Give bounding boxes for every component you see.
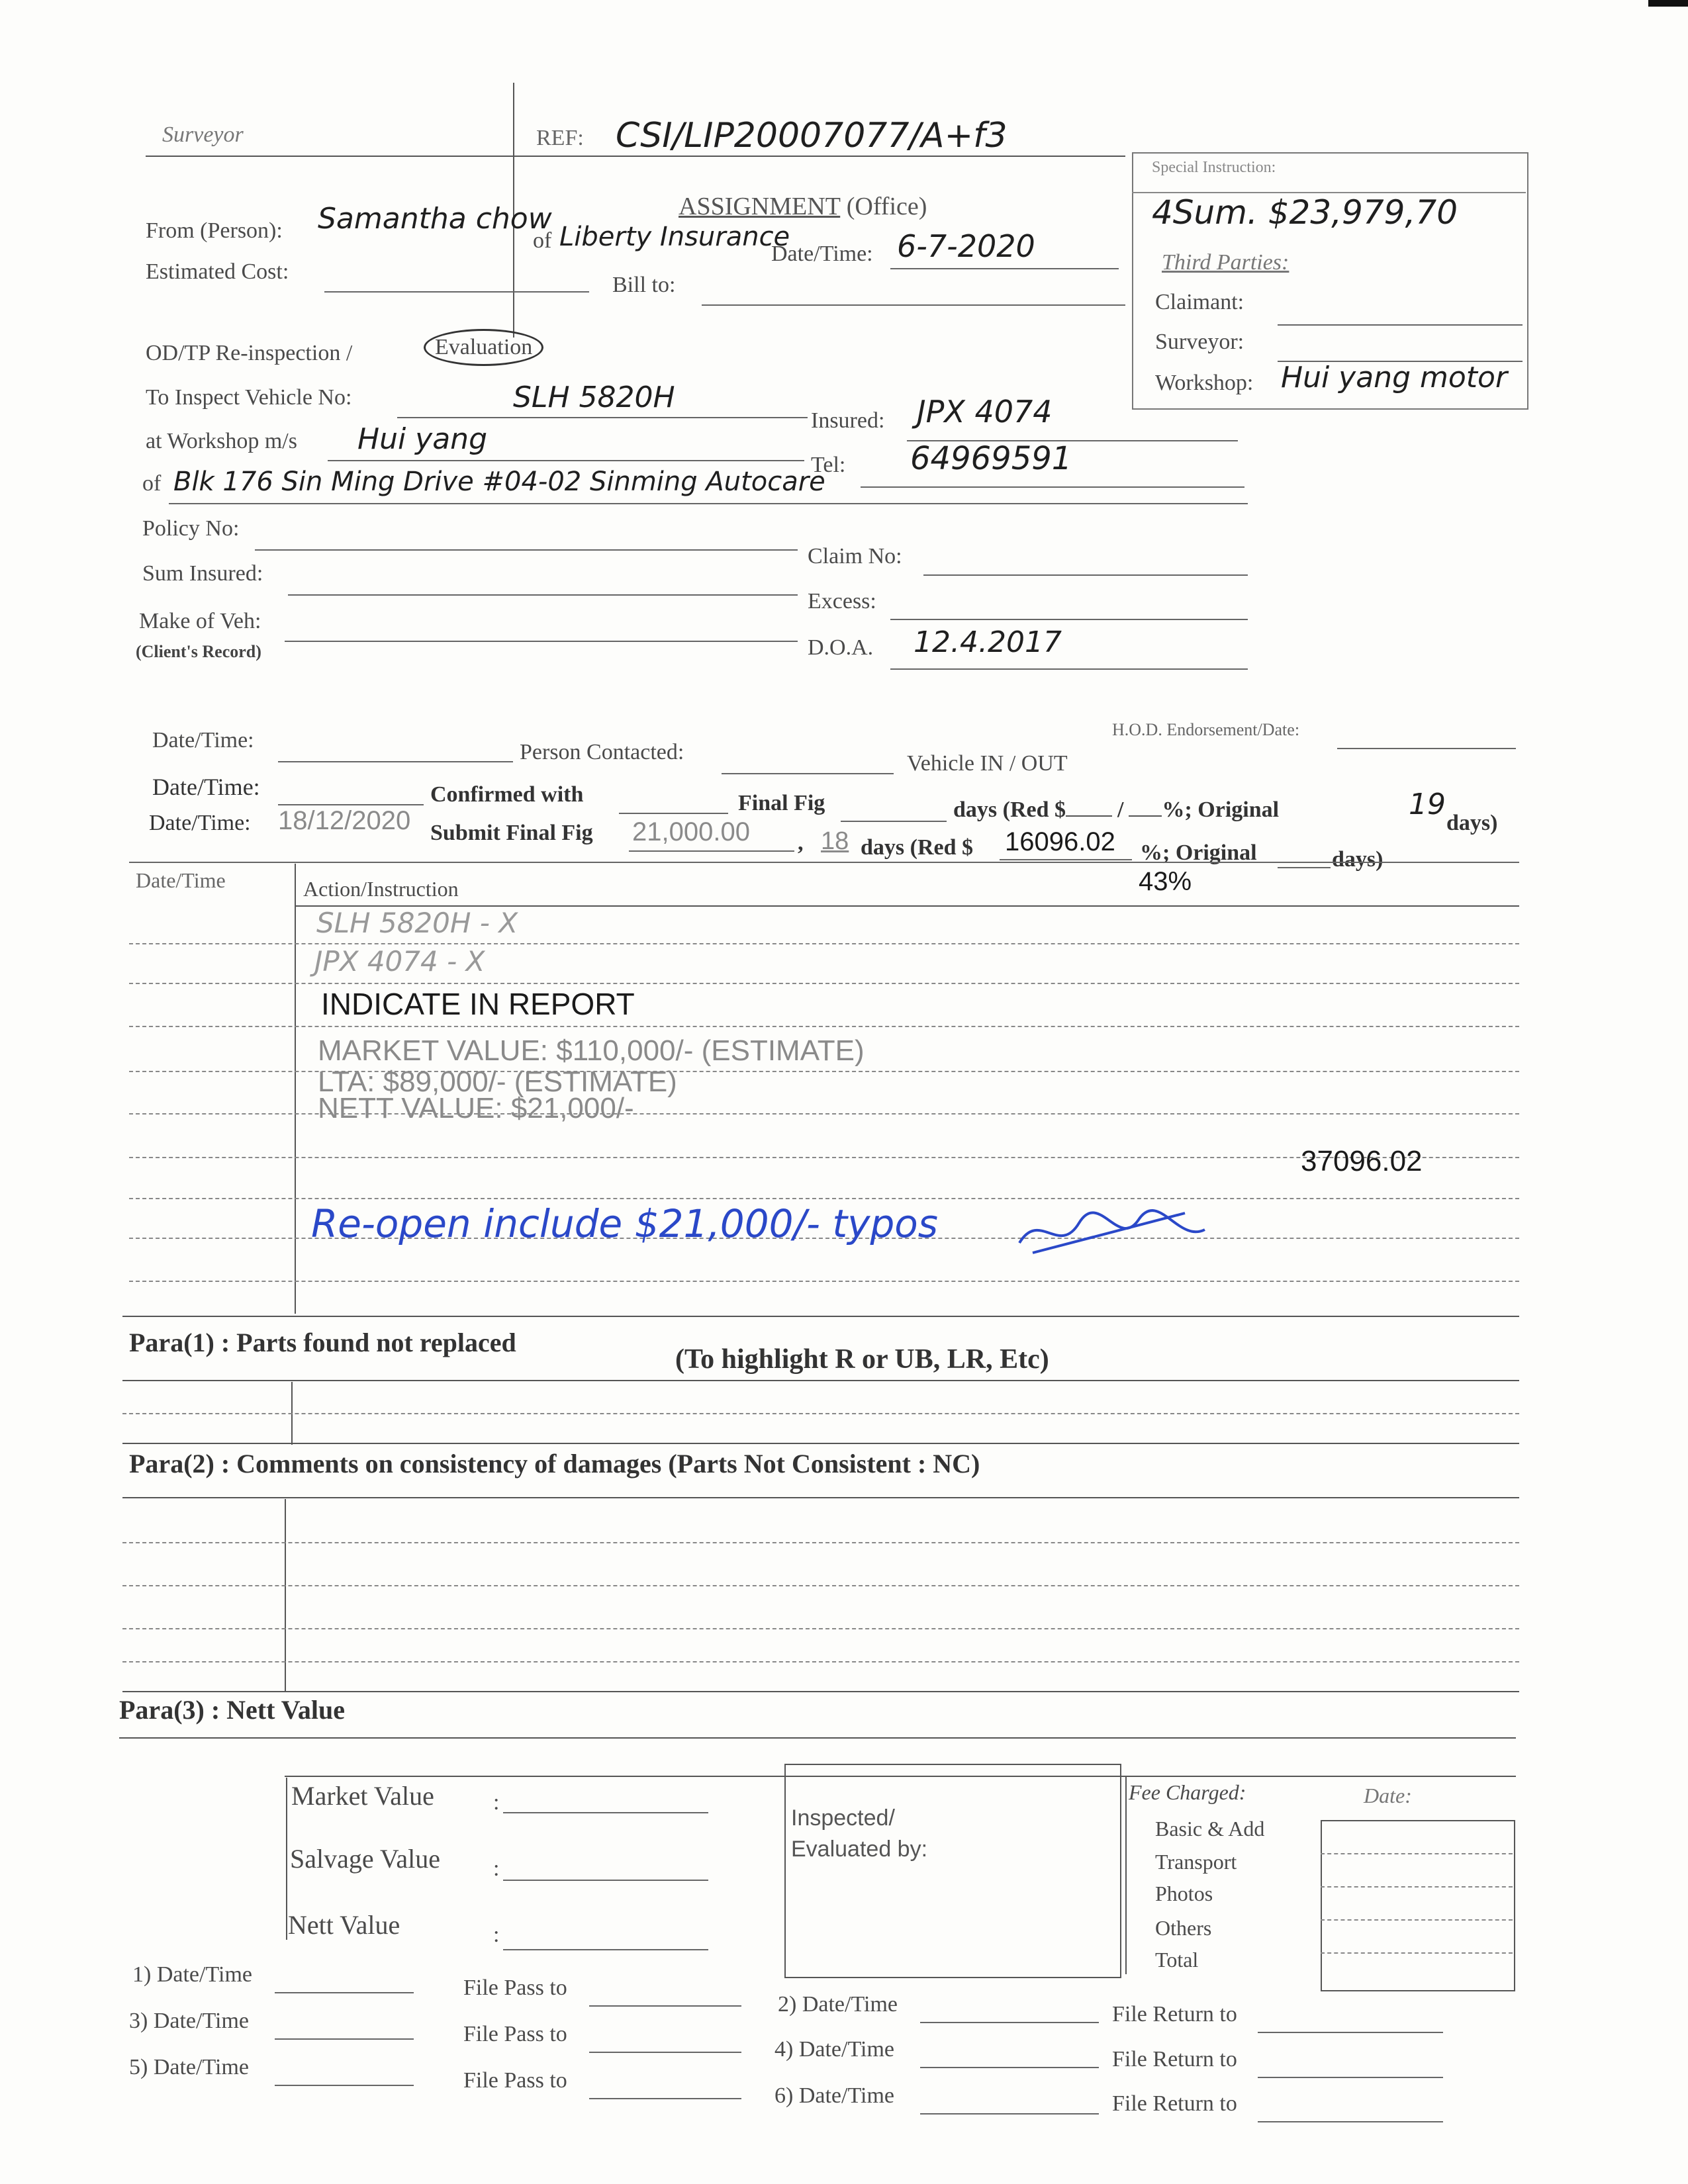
excess-line bbox=[890, 619, 1248, 620]
tp-workshop-label: Workshop: bbox=[1155, 371, 1254, 395]
confirmed-with-label: Confirmed with bbox=[430, 782, 584, 807]
claimant-line bbox=[1278, 324, 1523, 326]
special-instruction-label: Special Instruction: bbox=[1152, 159, 1276, 176]
doa-label: D.O.A. bbox=[808, 635, 874, 660]
policy-no-label: Policy No: bbox=[142, 516, 240, 541]
estimated-cost-label: Estimated Cost: bbox=[146, 259, 289, 284]
tel-value: 64969591 bbox=[910, 440, 1072, 477]
footer-file-pass-3-line bbox=[589, 2052, 741, 2053]
submit-comma: , bbox=[798, 831, 804, 855]
footer-datetime-6-line bbox=[920, 2113, 1099, 2115]
header-rule bbox=[146, 156, 1125, 157]
market-value-line bbox=[503, 1812, 708, 1813]
footer-datetime-1-line bbox=[275, 1992, 414, 1993]
insured-label: Insured: bbox=[811, 408, 885, 433]
fee-row-line bbox=[1321, 1919, 1513, 1921]
reopen-note: Re-open include $21,000/- typos bbox=[311, 1201, 939, 1246]
client-record-note: (Client's Record) bbox=[136, 642, 261, 661]
footer-file-pass-1: File Pass to bbox=[463, 1976, 567, 2000]
indicate-in-report: INDICATE IN REPORT bbox=[321, 987, 635, 1021]
assignment-title-text: ASSIGNMENT bbox=[679, 193, 841, 220]
nett-value-colon: : bbox=[493, 1923, 500, 1947]
third-parties-label: Third Parties: bbox=[1162, 250, 1289, 275]
para2-row-line bbox=[122, 1542, 1519, 1543]
from-person-value: Samantha chow bbox=[318, 202, 552, 236]
percentage-value: 43% bbox=[1139, 867, 1192, 896]
original-days-suffix: days) bbox=[1446, 811, 1498, 835]
from-person-label: From (Person): bbox=[146, 218, 283, 243]
inspect-vehicle-value: SLH 5820H bbox=[513, 381, 675, 414]
action-row-line bbox=[129, 1281, 1519, 1282]
para1-top-rule bbox=[122, 1316, 1519, 1317]
row2-datetime-label: Date/Time: bbox=[152, 774, 260, 800]
assignment-title bbox=[679, 192, 927, 221]
footer-datetime-3-line bbox=[275, 2038, 414, 2040]
footer-datetime-4-line bbox=[920, 2067, 1099, 2068]
insured-value: JPX 4074 bbox=[917, 394, 1053, 430]
fee-item: Basic & Add bbox=[1155, 1817, 1265, 1841]
market-value-label: Market Value bbox=[291, 1781, 434, 1811]
action-line-2: JPX 4074 - X bbox=[314, 945, 485, 978]
assignment-datetime-label: Date/Time: bbox=[771, 242, 873, 266]
footer-datetime-2-line bbox=[920, 2022, 1099, 2023]
of-label: of bbox=[533, 228, 552, 253]
footer-file-return-4: File Return to bbox=[1112, 2047, 1237, 2071]
scan-corner-mark bbox=[1648, 0, 1688, 7]
submit-days-value: 18 bbox=[821, 827, 849, 855]
nett-value-line bbox=[503, 1949, 708, 1950]
footer-file-pass-5-line bbox=[589, 2098, 741, 2099]
tp-workshop-value: Hui yang motor bbox=[1281, 361, 1508, 394]
amount-value: 37096.02 bbox=[1301, 1145, 1423, 1177]
tp-surveyor-label: Surveyor: bbox=[1155, 330, 1244, 354]
claim-no-line bbox=[923, 574, 1248, 576]
fee-charged-label: Fee Charged: bbox=[1129, 1780, 1246, 1804]
para2-row-line bbox=[122, 1585, 1519, 1586]
row1-datetime-line bbox=[278, 761, 513, 762]
lta-text: LTA: $89,000/- (ESTIMATE) bbox=[318, 1066, 677, 1098]
footer-file-return-6: File Return to bbox=[1112, 2091, 1237, 2116]
bill-to-label: Bill to: bbox=[612, 273, 676, 297]
inspect-vehicle-line bbox=[397, 417, 808, 418]
para1-hint: (To highlight R or UB, LR, Etc) bbox=[675, 1344, 1049, 1375]
claimant-label: Claimant: bbox=[1155, 290, 1244, 314]
days-red-text: days (Red $ bbox=[953, 797, 1066, 822]
surveyor-label: Surveyor bbox=[162, 122, 244, 147]
para1-bottom-rule bbox=[122, 1443, 1519, 1444]
assignment-datetime-line bbox=[890, 268, 1119, 269]
workshop-line bbox=[328, 460, 804, 461]
salvage-value-label: Salvage Value bbox=[290, 1844, 440, 1874]
footer-file-pass-1-line bbox=[589, 2005, 741, 2007]
final-fig-label: Final Fig bbox=[738, 791, 825, 815]
market-value-text: MARKET VALUE: $110,000/- (ESTIMATE) bbox=[318, 1034, 865, 1067]
tel-label: Tel: bbox=[811, 453, 846, 477]
inspect-vehicle-label: To Inspect Vehicle No: bbox=[146, 385, 352, 410]
fee-item: Photos bbox=[1155, 1882, 1213, 1905]
fee-row-line bbox=[1321, 1853, 1513, 1854]
confirmed-with-line bbox=[619, 813, 728, 814]
fee-item: Transport bbox=[1155, 1850, 1237, 1874]
action-table-top bbox=[129, 862, 1519, 863]
vehicle-in-out-label: Vehicle IN / OUT bbox=[907, 751, 1068, 776]
footer-file-return-2: File Return to bbox=[1112, 2002, 1237, 2026]
claim-no-label: Claim No: bbox=[808, 544, 902, 569]
fee-item: Total bbox=[1155, 1948, 1199, 1972]
row3-datetime-value: 18/12/2020 bbox=[278, 806, 411, 835]
nett-value-label: Nett Value bbox=[288, 1910, 400, 1940]
original-days-value: 19 bbox=[1409, 788, 1446, 821]
para2-row-line bbox=[122, 1628, 1519, 1629]
footer-file-return-6-line bbox=[1258, 2121, 1443, 2122]
evaluated-by-label: Evaluated by: bbox=[791, 1837, 928, 1862]
para3-left-divider bbox=[286, 1778, 287, 1940]
handwritten-signature bbox=[1013, 1203, 1211, 1263]
footer-file-return-2-line bbox=[1258, 2032, 1443, 2033]
para2-rule bbox=[122, 1497, 1519, 1498]
action-datetime-header: Date/Time bbox=[136, 868, 226, 892]
workshop-value: Hui yang bbox=[357, 422, 488, 456]
submit-original-line bbox=[1278, 867, 1331, 868]
para2-row-line bbox=[122, 1661, 1519, 1662]
submit-days-suffix: days) bbox=[1332, 847, 1383, 872]
submit-days-red-label: days (Red $ bbox=[861, 835, 974, 860]
doa-line bbox=[890, 668, 1248, 670]
action-row-line bbox=[129, 1198, 1519, 1199]
odtp-label: OD/TP Re-inspection / bbox=[146, 341, 353, 365]
slash-text: / bbox=[1117, 797, 1124, 822]
fee-row-line bbox=[1321, 1952, 1513, 1954]
submit-final-fig-line bbox=[629, 850, 794, 852]
days-red-label bbox=[953, 797, 1279, 823]
final-fig-line bbox=[841, 821, 947, 822]
footer-datetime-6: 6) Date/Time bbox=[774, 2083, 895, 2108]
excess-label: Excess: bbox=[808, 589, 876, 614]
submit-final-fig-value: 21,000.00 bbox=[632, 817, 750, 846]
row1-datetime-label: Date/Time: bbox=[152, 728, 254, 752]
address-line bbox=[169, 503, 1248, 504]
fee-row-line bbox=[1321, 1886, 1513, 1888]
salvage-value-colon: : bbox=[493, 1856, 500, 1881]
insurer-value: Liberty Insurance bbox=[559, 222, 790, 252]
para2-bottom-rule bbox=[122, 1691, 1519, 1692]
fee-box-left bbox=[1125, 1776, 1127, 1974]
submit-pct-original-label: %; Original bbox=[1140, 841, 1257, 865]
ref-value: CSI/LIP20007077/A+f3 bbox=[616, 116, 1008, 156]
para1-label: Para(1) : Parts found not replaced bbox=[129, 1328, 516, 1357]
para2-label: Para(2) : Comments on consistency of damages (Parts Not Consistent : NC) bbox=[129, 1449, 980, 1479]
action-instruction-header: Action/Instruction bbox=[303, 877, 459, 901]
doa-value: 12.4.2017 bbox=[914, 625, 1062, 659]
footer-file-pass-5: File Pass to bbox=[463, 2068, 567, 2093]
fee-item: Others bbox=[1155, 1916, 1212, 1940]
fee-date-label: Date: bbox=[1364, 1784, 1412, 1807]
submit-final-fig-label: Submit Final Fig bbox=[430, 821, 593, 845]
sum-insured-label: Sum Insured: bbox=[142, 561, 263, 586]
pct-original-text: %; Original bbox=[1162, 797, 1280, 822]
market-value-colon: : bbox=[493, 1790, 500, 1815]
footer-file-return-4-line bbox=[1258, 2077, 1443, 2078]
assignment-title-suffix: (Office) bbox=[846, 193, 927, 220]
para1-rule bbox=[122, 1380, 1519, 1381]
salvage-value-line bbox=[503, 1880, 708, 1881]
action-row-line bbox=[129, 1026, 1519, 1027]
make-of-vehicle-line bbox=[285, 641, 798, 642]
para3-rule bbox=[119, 1737, 1516, 1739]
bill-to-line bbox=[702, 304, 1125, 306]
make-of-vehicle-label: Make of Veh: bbox=[139, 609, 261, 633]
person-contacted-label: Person Contacted: bbox=[520, 740, 684, 764]
sum-insured-line bbox=[288, 594, 798, 596]
assignment-datetime-value: 6-7-2020 bbox=[897, 228, 1035, 264]
action-table-divider bbox=[295, 864, 296, 1314]
footer-datetime-5-line bbox=[275, 2085, 414, 2086]
action-row-line bbox=[129, 983, 1519, 984]
person-contacted-line bbox=[722, 773, 894, 774]
action-row-line bbox=[129, 943, 1519, 944]
hod-endorsement-label: H.O.D. Endorsement/Date: bbox=[1112, 720, 1300, 739]
address-value: Blk 176 Sin Ming Drive #04-02 Sinming Autocare bbox=[173, 467, 825, 497]
special-instruction-value: 4Sum. $23,979,70 bbox=[1152, 193, 1458, 232]
inspected-label: Inspected/ bbox=[791, 1805, 895, 1831]
para1-row-line bbox=[122, 1413, 1519, 1414]
ref-label: REF: bbox=[536, 126, 584, 150]
footer-datetime-5: 5) Date/Time bbox=[129, 2055, 250, 2079]
evaluation-circled: Evaluation bbox=[424, 329, 543, 366]
workshop-label: at Workshop m/s bbox=[146, 429, 297, 453]
footer-datetime-3: 3) Date/Time bbox=[129, 2009, 250, 2033]
action-line-1: SLH 5820H - X bbox=[316, 907, 518, 939]
footer-file-pass-3: File Pass to bbox=[463, 2022, 567, 2046]
policy-no-line bbox=[255, 549, 798, 551]
row2-datetime-line bbox=[278, 804, 424, 805]
footer-datetime-2: 2) Date/Time bbox=[778, 1992, 898, 2017]
inspected-by-box bbox=[784, 1764, 1121, 1978]
tel-line bbox=[861, 486, 1244, 488]
red-amount-value: 16096.02 bbox=[1005, 827, 1115, 856]
red-amount-line bbox=[1000, 859, 1132, 860]
fee-amount-box bbox=[1321, 1820, 1515, 1991]
para3-label: Para(3) : Nett Value bbox=[119, 1695, 346, 1725]
nett-value-text: NETT VALUE: $21,000/- bbox=[318, 1092, 634, 1124]
address-of-label: of bbox=[142, 471, 162, 496]
footer-datetime-1: 1) Date/Time bbox=[132, 1962, 253, 1987]
row3-datetime-label: Date/Time: bbox=[149, 811, 251, 835]
hod-endorsement-line bbox=[1337, 748, 1516, 749]
footer-datetime-4: 4) Date/Time bbox=[774, 2037, 895, 2062]
estimated-cost-line bbox=[324, 291, 589, 293]
